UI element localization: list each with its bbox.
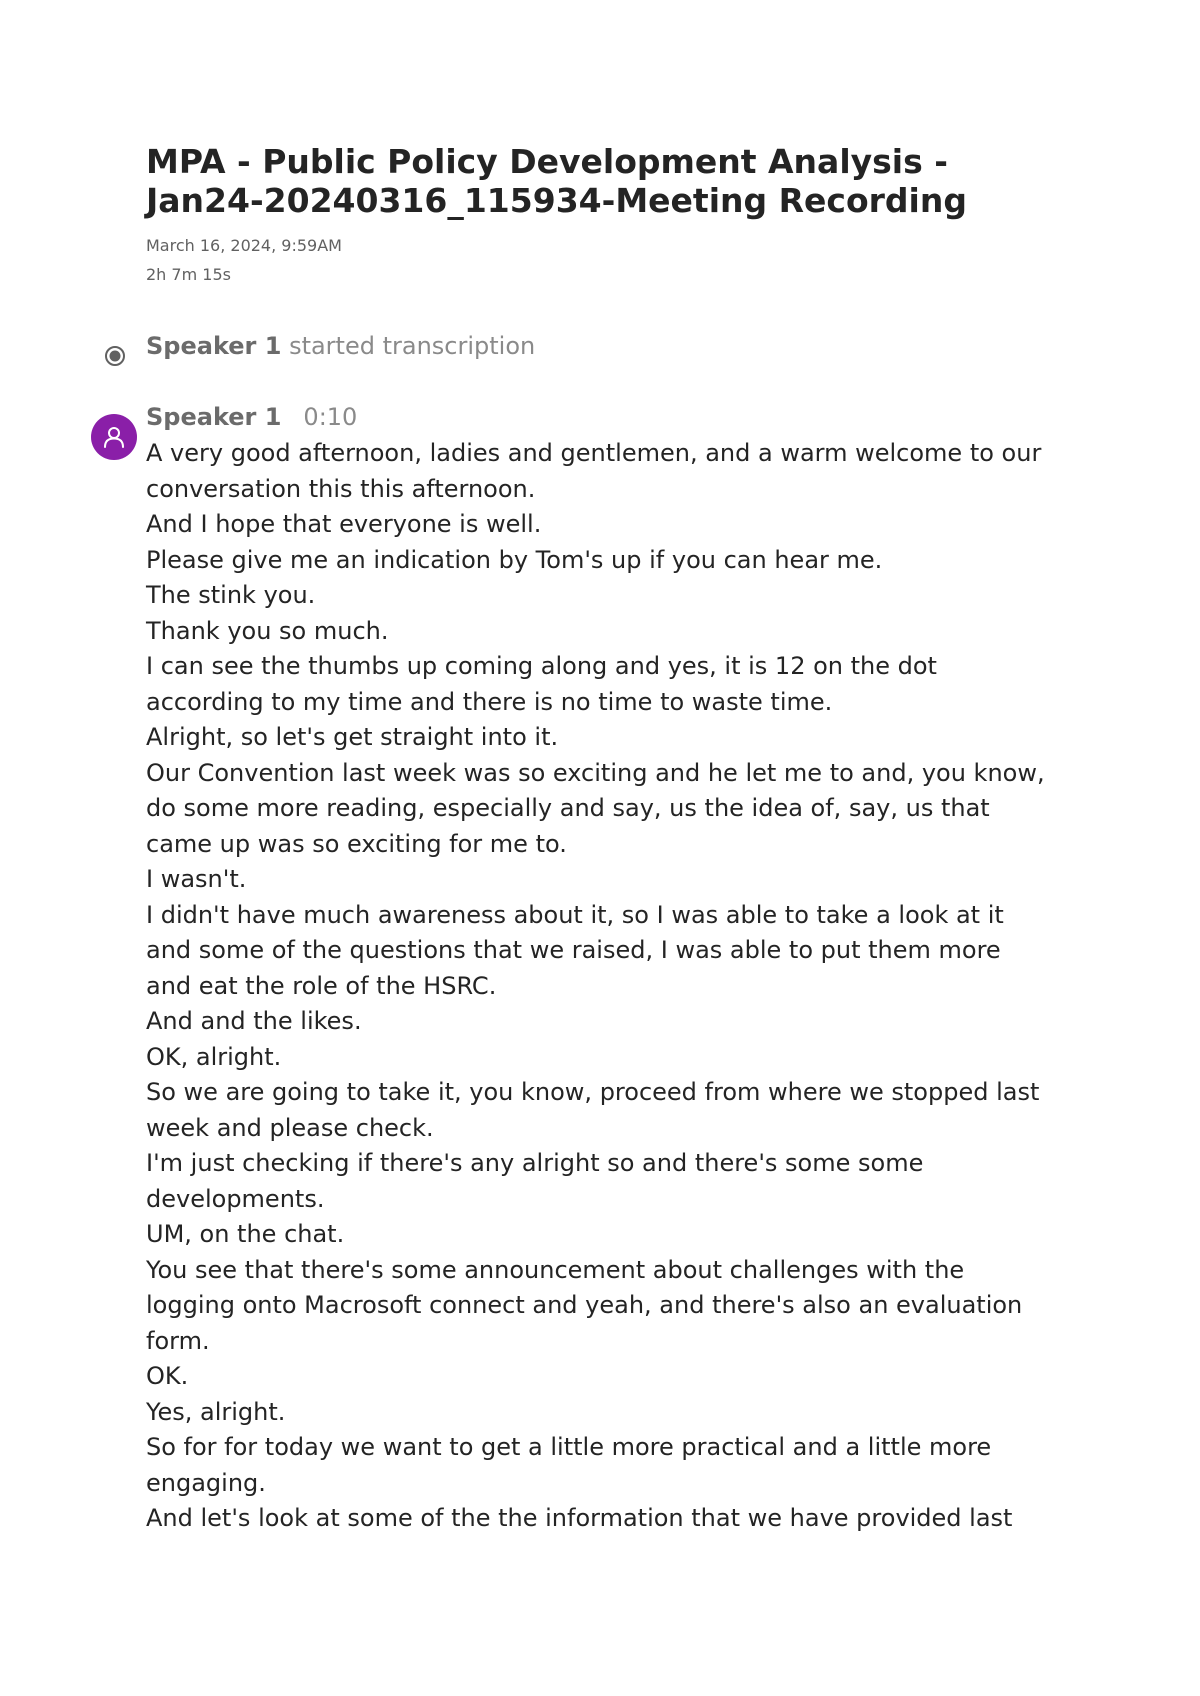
transcript-line: and some of the questions that we raised, I was able to put them more (146, 936, 1001, 964)
transcript-line: I'm just checking if there's any alright so and there's some some (146, 1149, 924, 1177)
transcript-line: And and the likes. (146, 1007, 362, 1035)
transcript-line: came up was so exciting for me to. (146, 829, 567, 858)
transcript-line: You see that there's some announcement about challenges with the (146, 1255, 965, 1284)
transcript-line: Alright, so let's get straight into it. (146, 723, 559, 751)
transcript-line: logging onto Macrosoft connect and yeah, and there's also an evaluation (146, 1291, 1023, 1319)
transcript-line: OK. (146, 1362, 189, 1390)
transcript-line: UM, on the chat. (146, 1220, 345, 1248)
event-text: started transcription (289, 332, 536, 360)
transcript-line: according to my time and there is no time to waste time. (146, 687, 833, 716)
transcript-line: And let's look at some of the the information that we have provided last (146, 1504, 1013, 1532)
transcript-line: So for for today we want to get a little more practical and a little more (146, 1433, 992, 1461)
transcript-line: developments. (146, 1184, 325, 1213)
transcript-line: form. (146, 1326, 210, 1355)
transcript-line: do some more reading, especially and say, us the idea of, say, us that (146, 794, 990, 822)
transcript-line: Yes, alright. (146, 1397, 286, 1426)
transcript-line: engaging. (146, 1468, 266, 1497)
transcript-line: Please give me an indication by Tom's up if you can hear me. (146, 545, 883, 574)
transcript-line: conversation this this afternoon. (146, 474, 536, 503)
transcript-lines (146, 436, 1106, 1537)
transcription-started-event (146, 331, 535, 361)
title-line-1: MPA - Public Policy Development Analysis - (146, 142, 948, 181)
transcript-line: And I hope that everyone is well. (146, 510, 542, 538)
transcript-line: Our Convention last week was so exciting and he let me to and, you know, (146, 758, 1045, 787)
transcript-line: I didn't have much awareness about it, so I was able to take a look at it (146, 900, 1004, 929)
speaker-avatar (91, 414, 137, 460)
event-speaker: Speaker 1 (146, 332, 282, 360)
transcript-line: and eat the role of the HSRC. (146, 971, 497, 1000)
meeting-duration: 2h 7m 15s (146, 265, 231, 284)
transcript-line: So we are going to take it, you know, proceed from where we stopped last (146, 1078, 1040, 1106)
transcript-line: A very good afternoon, ladies and gentlemen, and a warm welcome to our (146, 439, 1042, 467)
entry-header (146, 402, 357, 432)
transcript-line: I wasn't. (146, 865, 247, 893)
entry-speaker: Speaker 1 (146, 403, 282, 431)
transcript-line: Thank you so much. (146, 616, 389, 645)
page-title (146, 142, 1106, 220)
transcript-line: I can see the thumbs up coming along and yes, it is 12 on the dot (146, 652, 937, 680)
person-icon (101, 424, 127, 450)
entry-timestamp: 0:10 (303, 403, 358, 431)
transcript-line: OK, alright. (146, 1042, 282, 1071)
transcript-line: week and please check. (146, 1113, 434, 1142)
record-icon (104, 345, 126, 367)
title-line-2: Jan24-20240316_115934-Meeting Recording (146, 181, 967, 220)
meeting-date: March 16, 2024, 9:59AM (146, 236, 342, 255)
transcript-line: The stink you. (146, 581, 316, 609)
